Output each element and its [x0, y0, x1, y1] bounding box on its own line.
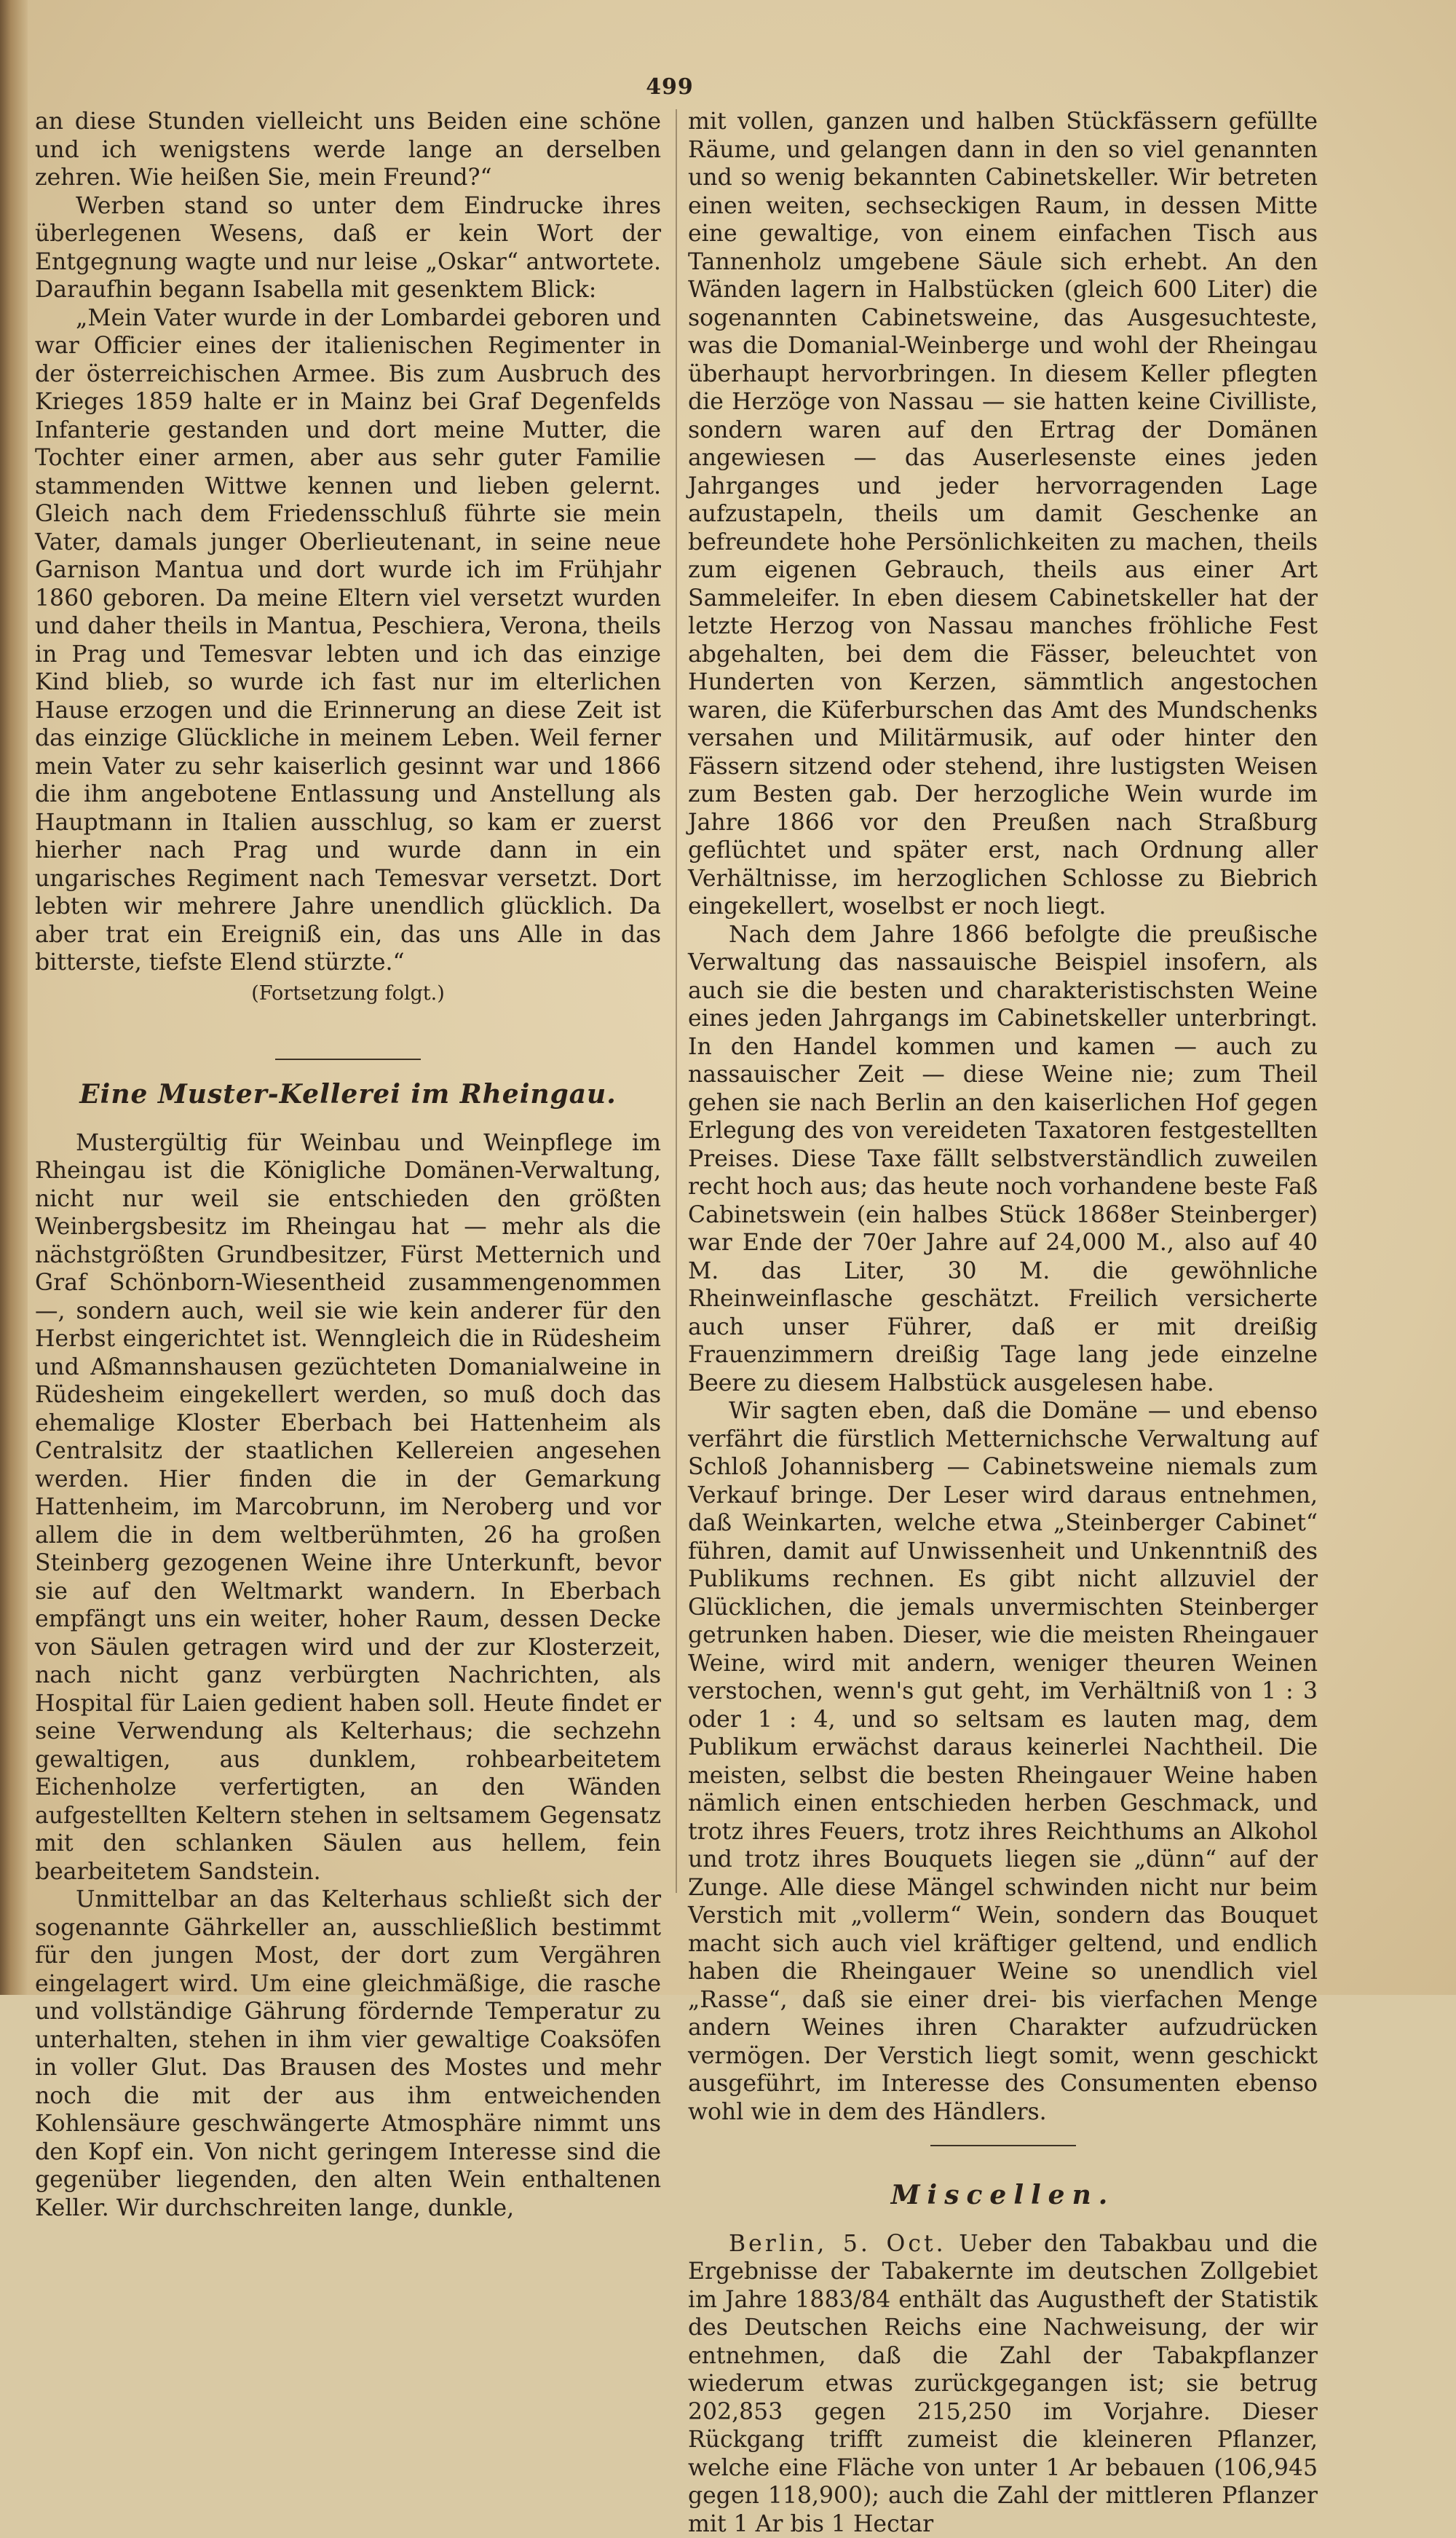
- story-paragraph: an diese Stunden vielleicht uns Beiden eine schöne und ich wenigstens werde lange an derselben zehren. Wie heißen Sie, mein Freund?“: [35, 108, 661, 192]
- article-paragraph: Nach dem Jahre 1866 befolgte die preußische Verwaltung das nassauische Beispiel insofern, als auch sie die besten und charakteristischsten Weine eines jeden Jahrgangs im Cabinetskeller unterbringt. In den Handel kommen und kamen — auch zu nassauischer Zeit — diese Weine nie; zum Theil gehen sie nach Berlin an den kaiserlichen Hof gegen Erlegung des von vereideten Taxatoren festgestellten Preises. Diese Taxe fällt selbstverständlich zuweilen recht hoch aus; das heute noch vorhandene beste Faß Cabinetswein (ein halbes Stück 1868er Steinberger) war Ende der 70er Jahre auf 24,000 M., also auf 40 M. das Liter, 30 M. die gewöhnliche Rheinweinflasche geschätzt. Freilich versicherte auch unser Führer, daß er mit dreißig Frauenzimmern dreißig Tage lang jede einzelne Beere zu diesem Halbstück ausgelesen habe.: [688, 921, 1318, 1398]
- miscellany-title: Miscellen.: [688, 2181, 1318, 2210]
- article-paragraph: Mustergültig für Weinbau und Weinpflege im Rheingau ist die Königliche Domänen-Verwaltung, nicht nur weil sie entschieden den größten Weinbergsbesitz im Rheingau hat — mehr als die nächstgrößten Grundbesitzer, Fürst Metternich und Graf Schönborn-Wiesentheid zusammengenommen —, sondern auch, weil sie wie kein anderer für den Herbst eingerichtet ist. Wenngleich die in Rüdesheim und Aßmannshausen gezüchteten Domanialweine in Rüdesheim eingekellert werden, so muß doch das ehemalige Kloster Eberbach bei Hattenheim als Centralsitz der staatlichen Kellereien angesehen werden. Hier finden die in der Gemarkung Hattenheim, im Marcobrunn, im Neroberg und vor allem die in dem weltberühmten, 26 ha großen Steinberg gezogenen Weine ihre Unterkunft, bevor sie auf den Weltmarkt wandern. In Eberbach empfängt uns ein weiter, hoher Raum, dessen Decke von Säulen getragen wird und der zur Klosterzeit, nach nicht ganz verbürgten Nachrichten, als Hospital für Laien gedient haben soll. Heute findet er seine Verwendung als Kelterhaus; die sechzehn gewaltigen, aus dunklem, rohbearbeitetem Eichenholze verfertigten, an den Wänden aufgestellten Keltern stehen in seltsamem Gegensatz mit den schlanken Säulen aus hellem, fein bearbeitetem Sandstein.: [35, 1129, 661, 1886]
- left-column: [35, 108, 661, 2222]
- right-column: [688, 108, 1318, 2538]
- news-dateline: Berlin, 5. Oct.: [729, 2231, 946, 2257]
- article-paragraph: Wir sagten eben, daß die Domäne — und ebenso verfährt die fürstlich Metternichsche Verwaltung auf Schloß Johannisberg — Cabinetsweine niemals zum Verkauf bringe. Der Leser wird daraus entnehmen, daß Weinkarten, welche etwa „Steinberger Cabinet“ führen, damit auf Unwissenheit und Unkenntniß des Publikums rechnen. Es gibt nicht allzuviel der Glücklichen, die jemals unvermischten Steinberger getrunken haben. Dieser, wie die meisten Rheingauer Weine, wird mit andern, weniger theuren Weinen verstochen, wenn's gut geht, im Verhältniß von 1 : 3 oder 1 : 4, und so seltsam es lauten mag, dem Publikum erwächst daraus keinerlei Nachtheil. Die meisten, selbst die besten Rheingauer Weine haben nämlich einen entschieden herben Geschmack, und trotz ihres Feuers, trotz ihres Reichthums an Alkohol und trotz ihres Bouquets liegen sie „dünn“ auf der Zunge. Alle diese Mängel schwinden nicht nur beim Verstich mit „vollerm“ Wein, sondern das Bouquet macht sich auch viel kräftiger geltend, und endlich haben die Rheingauer Weine so unendlich viel „Rasse“, daß sie einer drei- bis vierfachen Menge andern Weines ihren Charakter aufzudrücken vermögen. Der Verstich liegt somit, wenn geschickt ausgeführt, im Interesse des Consumenten ebenso wohl wie in dem des Händlers.: [688, 1397, 1318, 2126]
- news-item: [688, 2230, 1318, 2538]
- article-paragraph: Unmittelbar an das Kelterhaus schließt sich der sogenannte Gährkeller an, ausschließlich bestimmt für den jungen Most, der dort zum Vergähren eingelagert wird. Um eine gleichmäßige, die rasche und vollständige Gährung fördernde Temperatur zu unterhalten, stehen in ihm vier gewaltige Coaksöfen in voller Glut. Das Brausen des Mostes und mehr noch die mit der aus ihm entweichenden Kohlensäure geschwängerte Atmosphäre nimmt uns den Kopf ein. Von nicht geringem Interesse sind die gegenüber liegenden, den alten Wein enthaltenen Keller. Wir durchschreiten lange, dunkle,: [35, 1886, 661, 2222]
- page-number: 499: [641, 74, 699, 100]
- book-gutter: [0, 0, 28, 1995]
- article-paragraph: mit vollen, ganzen und halben Stückfässern gefüllte Räume, und gelangen dann in den so viel genannten und so wenig bekannten Cabinetskeller. Wir betreten einen weiten, sechseckigen Raum, in dessen Mitte eine gewaltige, von einem einfachen Tisch aus Tannenholz umgebene Säule sich erhebt. An den Wänden lagern in Halbstücken (gleich 600 Liter) die sogenannten Cabinetsweine, das Ausgesuchteste, was die Domanial-Weinberge und wohl der Rheingau überhaupt hervorbringen. In diesem Keller pflegten die Herzöge von Nassau — sie hatten keine Civilliste, sondern waren auf den Ertrag der Domänen angewiesen — das Auserlesenste eines jeden Jahrganges und jeder hervorragenden Lage aufzustapeln, theils um damit Geschenke an befreundete hohe Persönlichkeiten zu machen, theils zum eigenen Gebrauch, theils aus einer Art Sammeleifer. In eben diesem Cabinetskeller hat der letzte Herzog von Nassau manches fröhliche Fest abgehalten, bei dem die Fässer, beleuchtet von Hunderten von Kerzen, sämmtlich angestochen waren, die Küferburschen das Amt des Mundschenks versahen und Militärmusik, auf oder hinter den Fässern sitzend oder stehend, ihre lustigsten Weisen zum Besten gab. Der herzogliche Wein wurde im Jahre 1866 vor den Preußen nach Straßburg geflüchtet und später erst, nach Ordnung aller Verhältnisse, im herzoglichen Schlosse zu Biebrich eingekellert, woselbst er noch liegt.: [688, 108, 1318, 921]
- column-divider: [676, 109, 677, 1893]
- story-paragraph: Werben stand so unter dem Eindrucke ihres überlegenen Wesens, daß er kein Wort der Entgegnung wagte und nur leise „Oskar“ antwortete. Daraufhin begann Isabella mit gesenktem Blick:: [35, 192, 661, 304]
- news-text: Ueber den Tabakbau und die Ergebnisse der Tabakernte im deutschen Zollgebiet im Jahre 1883/84 enthält das Augustheft der Statistik des Deutschen Reichs eine Nachweisung, der wir entnehmen, daß die Zahl der Tabakpflanzer wiederum etwas zurückgegangen ist; sie betrug 202,853 gegen 215,250 im Vorjahre. Dieser Rückgang trifft zumeist die kleineren Pflanzer, welche eine Fläche von unter 1 Ar bebauen (106,945 gegen 118,900); auch die Zahl der mittleren Pflanzer mit 1 Ar bis 1 Hectar: [688, 2231, 1318, 2537]
- story-paragraph: „Mein Vater wurde in der Lombardei geboren und war Officier eines der italienischen Regimenter in der österreichischen Armee. Bis zum Ausbruch des Krieges 1859 halte er in Mainz bei Graf Degenfelds Infanterie gestanden und dort meine Mutter, die Tochter einer armen, aber aus sehr guter Familie stammenden Wittwe kennen und lieben gelernt. Gleich nach dem Friedensschluß führte sie mein Vater, damals junger Oberlieutenant, in seine neue Garnison Mantua und dort wurde ich im Frühjahr 1860 geboren. Da meine Eltern viel versetzt wurden und daher theils in Mantua, Peschiera, Verona, theils in Prag und Temesvar lebten und ich das einzige Kind blieb, so wurde ich fast nur im elterlichen Hause erzogen und die Erinnerung an diese Zeit ist das einzige Glückliche in meinem Leben. Weil ferner mein Vater zu sehr kaiserlich gesinnt war und 1866 die ihm angebotene Entlassung und Anstellung als Hauptmann in Italien ausschlug, so kam er zuerst hierher nach Prag und wurde dann in ein ungarisches Regiment nach Temesvar versetzt. Dort lebten wir mehrere Jahre unendlich glücklich. Da aber trat ein Ereigniß ein, das uns Alle in das bitterste, tiefste Elend stürzte.“: [35, 304, 661, 977]
- article-title: Eine Muster-Kellerei im Rheingau.: [35, 1080, 661, 1109]
- section-divider: [275, 1059, 421, 1060]
- continuation-note: (Fortsetzung folgt.): [35, 980, 661, 1008]
- section-divider: [930, 2145, 1076, 2146]
